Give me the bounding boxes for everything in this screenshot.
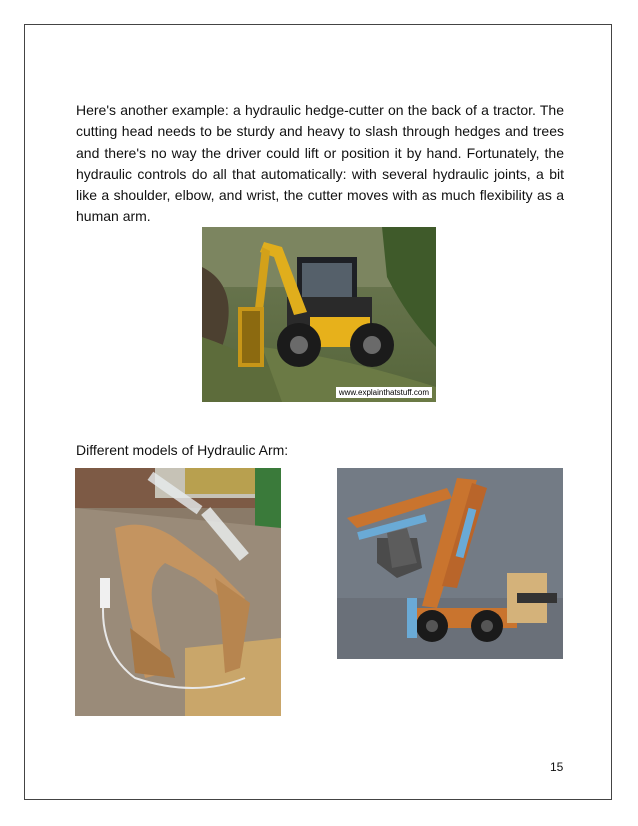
hydraulic-arm-vehicle-photo xyxy=(337,468,563,659)
photo-watermark: www.explainthatstuff.com xyxy=(336,387,432,398)
page-number: 15 xyxy=(550,760,564,774)
body-paragraph: Here's another example: a hydraulic hedge-cutter on the back of a tractor. The cutting head needs to be sturdy and heavy to slash through hedges and trees and there's no way the driver could lift or position it by hand. Fortunately, the hydraulic controls do all that automatically: with several hydraulic joints, a bit like a shoulder, elbow, and wrist, the cutter moves with as much flexibility as a human arm. xyxy=(76,102,564,225)
wooden-hydraulic-arm-photo xyxy=(75,468,281,716)
models-heading: Different models of Hydraulic Arm: xyxy=(76,442,289,458)
tractor-hedge-cutter-photo xyxy=(202,227,436,402)
